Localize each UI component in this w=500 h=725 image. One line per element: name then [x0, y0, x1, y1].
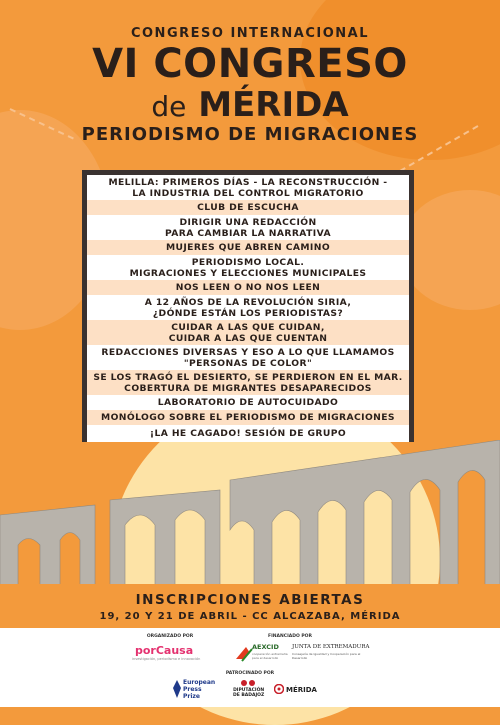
junta-sub: Consejería de Igualdad y Cooperación para el Desarrollo: [292, 652, 361, 660]
program-session: A 12 AÑOS DE LA REVOLUCIÓN SIRIA, ¿DÓNDE ESTÁN LOS PERIODISTAS?: [87, 295, 409, 320]
program-session: CUIDAR A LAS QUE CUIDAN, CUIDAR A LAS QUE CUENTAN: [87, 320, 409, 345]
crest-icon: [240, 678, 256, 688]
program-session: MELILLA: PRIMEROS DÍAS - LA RECONSTRUCCIÓN - LA INDUSTRIA DEL CONTROL MIGRATORIO: [87, 175, 409, 200]
funded-label: FINANCIADO POR: [268, 634, 312, 639]
program-panel: [82, 170, 414, 442]
aexcid-name: AEXCID: [252, 643, 279, 651]
title-de: de: [151, 90, 187, 123]
merida-emblem-icon: [274, 684, 284, 694]
program-session: MONÓLOGO SOBRE EL PERIODISMO DE MIGRACIONES: [87, 410, 409, 425]
program-session: ¡LA HE CAGADO! SESIÓN DE GRUPO: [87, 425, 409, 442]
program-session: NOS LEEN O NO NOS LEEN: [87, 280, 409, 295]
congress-title: VI CONGRESO: [92, 41, 408, 87]
program-session: DIRIGIR UNA REDACCIÓN PARA CAMBIAR LA NARRATIVA: [87, 215, 409, 240]
european-press-prize-logo: European Press Prize: [183, 679, 216, 700]
aqueduct-illustration: [0, 440, 500, 590]
registration-headline: INSCRIPCIONES ABIERTAS: [135, 592, 365, 608]
merida-logo: MÉRIDA: [286, 686, 317, 694]
program-session: LABORATORIO DE AUTOCUIDADO: [87, 395, 409, 410]
congress-subtitle: PERIODISMO DE MIGRACIONES: [81, 124, 419, 145]
porcausa-logo: porCausa: [135, 644, 194, 657]
decor-blob: [400, 190, 500, 310]
program-session: SE LOS TRAGÓ EL DESIERTO, SE PERDIERON EN EL MAR. COBERTURA DE MIGRANTES DESAPARECIDOS: [87, 370, 409, 395]
program-session: REDACCIONES DIVERSAS Y ESO A LO QUE LLAMAMOS "PERSONAS DE COLOR": [87, 345, 409, 370]
title-merida: MÉRIDA: [198, 85, 349, 125]
porcausa-tagline: investigación, periodismo e innovación: [132, 657, 201, 661]
organized-label: ORGANIZADO POR: [146, 634, 194, 639]
program-list: [87, 175, 409, 442]
sponsored-label: PATROCINADO POR: [225, 671, 275, 676]
diputacion-logo: DIPUTACIÓN DE BADAJOZ: [233, 688, 265, 698]
event-dates: 19, 20 Y 21 DE ABRIL - CC ALCAZABA, MÉRIDA: [99, 611, 401, 622]
congress-title-city: [0, 86, 500, 126]
pen-icon: [172, 680, 182, 698]
program-session: PERIODISMO LOCAL. MIGRACIONES Y ELECCIONES MUNICIPALES: [87, 255, 409, 280]
registration-banner: [0, 584, 500, 628]
program-session: CLUB DE ESCUCHA: [87, 200, 409, 215]
aexcid-sub: cooperación extremeña para el desarrollo: [252, 652, 288, 660]
junta-logo: JUNTA DE EXTREMADURA: [292, 644, 370, 650]
congress-kicker: CONGRESO INTERNACIONAL: [130, 26, 370, 41]
program-session: MUJERES QUE ABREN CAMINO: [87, 240, 409, 255]
